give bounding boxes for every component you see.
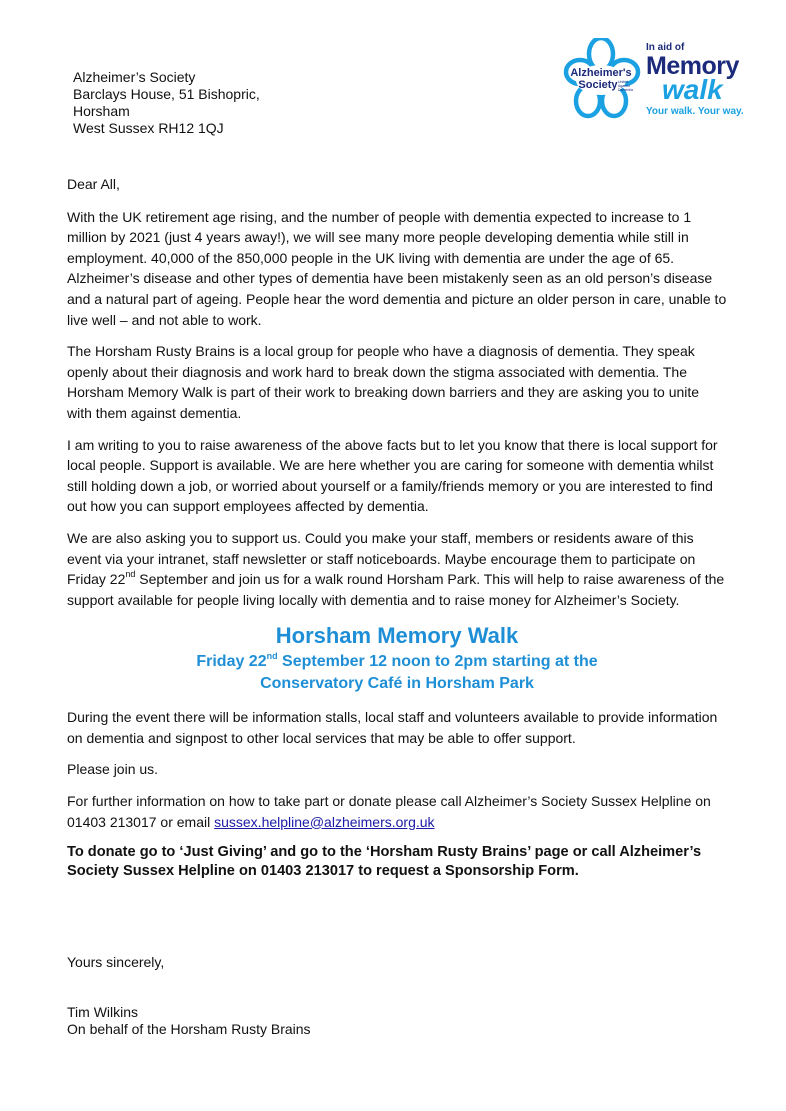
- address-line: West Sussex RH12 1QJ: [73, 120, 224, 136]
- paragraph-event-info: During the event there will be information stalls, local staff and volunteers available to provide information on dementia and signpost to other local services that may be able to offer support.: [67, 709, 718, 746]
- signature-role: On behalf of the Horsham Rusty Brains: [67, 1021, 311, 1037]
- paragraph-intro: With the UK retirement age rising, and the number of people with dementia expected to increase to 1 million by 2021 (just 4 years away!), we will see many more people developing dementia while still in employment. 40,000 of the 850,000 people in the UK living with dementia are under the age of 65. Alzheimer’s disease and other types of dementia have been mistakenly seen as an old person’s disease and a natural part of ageing. People hear the word dementia and picture an older person in care, unable to live well – and not able to work.: [67, 208, 727, 328]
- email-link[interactable]: sussex.helpline@alzheimers.org.uk: [214, 813, 435, 830]
- event-location: Conservatory Café in Horsham Park: [260, 675, 534, 693]
- memory-walk-memory: Memory: [646, 52, 739, 80]
- memory-walk-tagline: Your walk. Your way.: [646, 106, 744, 117]
- letter-body: [67, 174, 727, 892]
- text-run: We are also asking you to support us. Could you make your staff, members or residents aware of this event via your intranet, staff newsletter or staff noticeboards. Maybe encourage them to participate on Friday 22: [67, 529, 696, 588]
- logo-tagline-1: United: [618, 80, 629, 84]
- memory-walk-logo: [646, 42, 750, 122]
- superscript: nd: [266, 650, 278, 661]
- memory-walk-walk: walk: [662, 74, 723, 105]
- paragraph-rusty-brains: The Horsham Rusty Brains is a local group for people who have a diagnosis of dementia. They speak openly about their diagnosis and work hard to break down the stigma associated with dementia. The Horsham Memory Walk is part of their work to breaking down barriers and they are asking you to unite with them against dementia.: [67, 343, 700, 421]
- memory-walk-in-aid: In aid of: [646, 42, 685, 53]
- sender-address: [73, 69, 260, 137]
- address-line: Barclays House, 51 Bishopric,: [73, 86, 260, 102]
- greeting: Dear All,: [67, 176, 120, 192]
- paragraph-join: Please join us.: [67, 761, 159, 778]
- logo-tagline-2: Against: [618, 84, 630, 88]
- logo-text-line1: Alzheimer's: [570, 67, 632, 79]
- event-block: [67, 621, 727, 695]
- address-line: Horsham: [73, 103, 130, 119]
- text-run: September 12 noon to 2pm starting at the: [277, 653, 598, 671]
- paragraph-donate: To donate go to ‘Just Giving’ and go to the ‘Horsham Rusty Brains’ page or call Alzheimer’s Society Sussex Helpline on 01403 213017 to request a Sponsorship Form.: [67, 844, 702, 880]
- closing: Yours sincerely,: [67, 954, 165, 970]
- address-line: Alzheimer’s Society: [73, 69, 196, 85]
- paragraph-support: I am writing to you to raise awareness of the above facts but to let you know that there is local support for local people. Support is available. We are here whether you are caring for someone with dementia whilst still holding down a job, or worried about yourself or a family/friends memory or you are interested to find out how you can support employees affected by dementia.: [67, 436, 718, 515]
- text-run: For further information on how to take part or donate please call Alzheimer’s Society Sussex Helpline on 01403 213017 or email: [67, 793, 711, 830]
- text-run: Friday 22: [196, 653, 267, 671]
- logo-tagline-3: Dementia: [618, 88, 633, 92]
- paragraph-contact: [67, 791, 727, 832]
- signature-name: Tim Wilkins: [67, 1004, 139, 1020]
- superscript: nd: [125, 569, 136, 580]
- header-logos: [560, 38, 750, 124]
- logo-text-line2: Society: [578, 79, 618, 91]
- paragraph-request: [67, 528, 727, 610]
- signature-block: [67, 1004, 311, 1038]
- event-title: Horsham Memory Walk: [275, 623, 519, 649]
- alzheimers-society-logo: [560, 38, 642, 122]
- event-date-time: [67, 651, 727, 673]
- text-run: September and join us for a walk round Horsham Park. This will help to raise awareness of the support available for people living locally with dementia and to raise money for Alzheimer’s Society.: [67, 571, 725, 608]
